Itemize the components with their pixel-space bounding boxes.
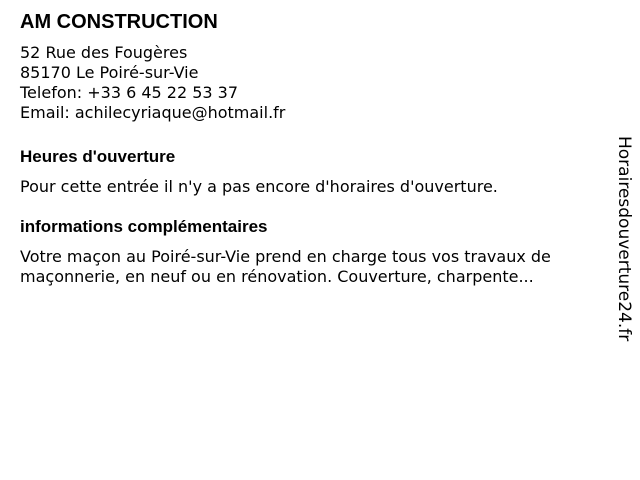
business-listing xyxy=(20,10,600,287)
opening-hours-text: Pour cette entrée il n'y a pas encore d'horaires d'ouverture. xyxy=(20,177,498,196)
opening-hours-heading: Heures d'ouverture xyxy=(20,147,176,166)
email-address: Email: achilecyriaque@hotmail.fr xyxy=(20,103,286,122)
additional-info-text: Votre maçon au Poiré-sur-Vie prend en charge tous vos travaux de maçonnerie, en neuf ou en rénovation. Couverture, charpente... xyxy=(20,247,551,286)
contact-block xyxy=(20,43,600,123)
business-name: AM CONSTRUCTION xyxy=(20,11,218,33)
phone-number: Telefon: +33 6 45 22 53 37 xyxy=(20,83,239,102)
site-brand-vertical: Horairesdouverture24.fr xyxy=(614,136,634,342)
additional-info-heading: informations complémentaires xyxy=(20,217,268,236)
street-address: 52 Rue des Fougères xyxy=(20,43,188,62)
city-address: 85170 Le Poiré-sur-Vie xyxy=(20,63,199,82)
